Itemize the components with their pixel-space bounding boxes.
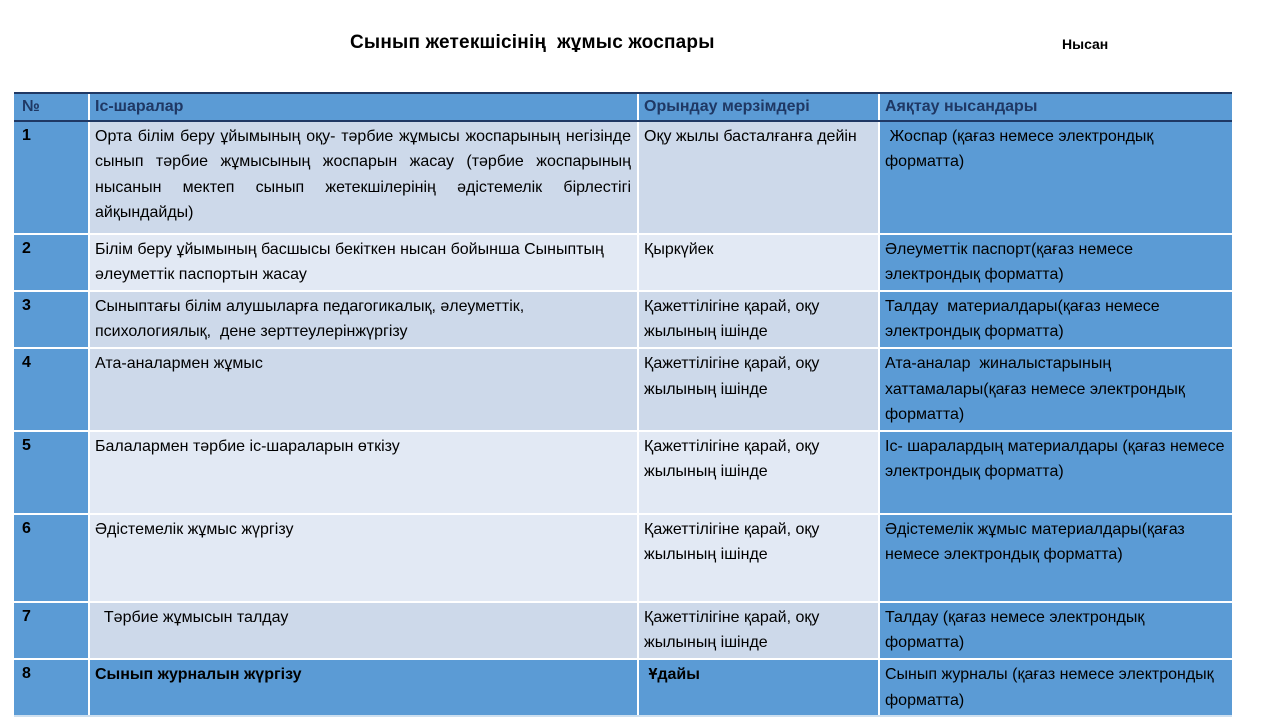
work-plan-table [14,92,1232,717]
row-number-cell: 4 [14,349,90,430]
activity-cell: Сынып журналын жүргізу [90,660,639,715]
deadline-cell: Қажеттілігіне қарай, оқу жылының ішінде [639,292,880,347]
table-row [14,515,1232,603]
activity-cell: Сыныптағы білім алушыларға педагогикалық, әлеуметтік, психологиялық, дене зерттеулерінжүргізу [90,292,639,347]
table-row [14,603,1232,660]
completion-cell: Талдау (қағаз немесе электрондық форматта) [880,603,1232,658]
completion-cell: Сынып журналы (қағаз немесе электрондық форматта) [880,660,1232,715]
activity-cell: Балалармен тәрбие іс-шараларын өткізу [90,432,639,513]
header-cell-activities: Іс-шаралар [90,94,639,120]
deadline-cell: Қыркүйек [639,235,880,290]
deadline-cell: Қажеттілігіне қарай, оқу жылының ішінде [639,432,880,513]
row-number-cell: 2 [14,235,90,290]
activity-cell: Тәрбие жұмысын талдау [90,603,639,658]
activity-cell: Ата-аналармен жұмыс [90,349,639,430]
deadline-cell: Қажеттілігіне қарай, оқу жылының ішінде [639,515,880,601]
header-cell-deadlines: Орындау мерзімдері [639,94,880,120]
completion-cell: Іс- шаралардың материалдары (қағаз немесе электрондық форматта) [880,432,1232,513]
completion-cell: Жоспар (қағаз немесе электрондық форматта) [880,122,1232,233]
table-row [14,235,1232,292]
row-number-cell: 1 [14,122,90,233]
deadline-cell: Оқу жылы басталғанға дейін [639,122,880,233]
header-cell-number: № [14,94,90,120]
completion-cell: Талдау материалдары(қағаз немесе электрондық форматта) [880,292,1232,347]
page-title: Сынып жетекшісінің жұмыс жоспары [350,32,715,53]
completion-cell: Ата-аналар жиналыстарының хаттамалары(қағаз немесе электрондық форматта) [880,349,1232,430]
activity-cell: Әдістемелік жұмыс жүргізу [90,515,639,601]
table-row [14,292,1232,349]
table-row [14,349,1232,432]
deadline-cell: Ұдайы [639,660,880,715]
row-number-cell: 5 [14,432,90,513]
row-number-cell: 6 [14,515,90,601]
activity-cell: Білім беру ұйымының басшысы бекіткен нысан бойынша Сыныптың әлеуметтік паспортын жасау [90,235,639,290]
completion-cell: Әлеуметтік паспорт(қағаз немесе электрондық форматта) [880,235,1232,290]
table-row [14,432,1232,515]
row-number-cell: 3 [14,292,90,347]
completion-cell: Әдістемелік жұмыс материалдары(қағаз немесе электрондық форматта) [880,515,1232,601]
row-number-cell: 7 [14,603,90,658]
activity-cell: Орта білім беру ұйымының оқу- тәрбие жұмысы жоспарының негізінде сынып тәрбие жұмысының жоспарын жасау (тәрбие жоспарының нысанын мектеп сынып жетекшілерінің әдістемелік бірлестігі айқындайды) [90,122,639,233]
row-number-cell: 8 [14,660,90,715]
deadline-cell: Қажеттілігіне қарай, оқу жылының ішінде [639,603,880,658]
form-label: Нысан [1062,36,1109,52]
header-cell-completion-forms: Аяқтау нысандары [880,94,1232,120]
table-row [14,122,1232,235]
table-row [14,660,1232,717]
table-header-row [14,92,1232,122]
deadline-cell: Қажеттілігіне қарай, оқу жылының ішінде [639,349,880,430]
